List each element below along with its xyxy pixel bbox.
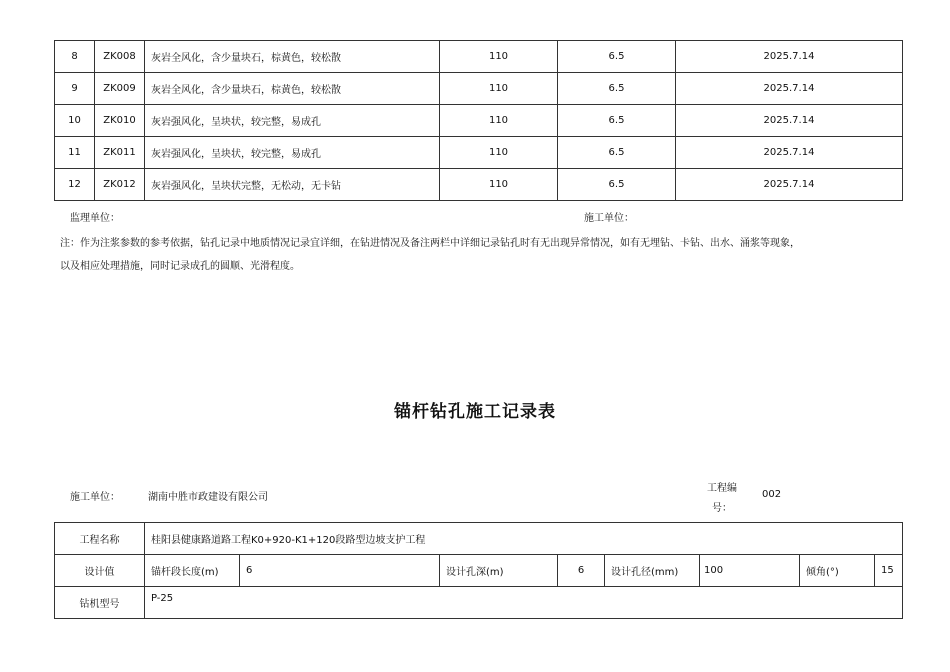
- row-dia: 110: [440, 73, 558, 105]
- note-line-1: 注：作为注浆参数的参考依据，钻孔记录中地质情况记录宜详细，在钻进情况及备注两栏中详细记录钻孔时有无出现异常情况，如有无埋钻、卡钻、出水、涌浆等现象，: [60, 238, 800, 249]
- construction-label-top: 施工单位：: [584, 213, 634, 224]
- hole-dia-label: 设计孔径(mm): [605, 555, 700, 587]
- table-row: [55, 169, 903, 201]
- project-no-label-2: 号：: [712, 503, 732, 514]
- hole-dia: 100: [700, 555, 800, 587]
- hole-depth: 6: [558, 555, 605, 587]
- row-dia: 110: [440, 105, 558, 137]
- row-id: ZK009: [95, 73, 145, 105]
- project-info-table: [54, 522, 903, 619]
- table-row: [55, 105, 903, 137]
- row-no: 12: [55, 169, 95, 201]
- page-title: 锚杆钻孔施工记录表: [394, 402, 556, 422]
- anchor-len: 6: [240, 555, 440, 587]
- row-id: ZK012: [95, 169, 145, 201]
- row-id: ZK011: [95, 137, 145, 169]
- project-name-label: 工程名称: [55, 523, 145, 555]
- drilling-record-body: [55, 41, 903, 201]
- construction-label: 施工单位：: [70, 492, 120, 503]
- row-depth: 6.5: [558, 73, 676, 105]
- row-id: ZK008: [95, 41, 145, 73]
- table-row: [55, 73, 903, 105]
- row-date: 2025.7.14: [676, 105, 903, 137]
- angle-label: 倾角(°): [800, 555, 875, 587]
- row-no: 8: [55, 41, 95, 73]
- rig-label: 钻机型号: [55, 587, 145, 619]
- table-row: [55, 41, 903, 73]
- row-depth: 6.5: [558, 105, 676, 137]
- row-no: 10: [55, 105, 95, 137]
- row-date: 2025.7.14: [676, 73, 903, 105]
- row-date: 2025.7.14: [676, 169, 903, 201]
- row-depth: 6.5: [558, 41, 676, 73]
- row-desc: 灰岩全风化，含少量块石，棕黄色，较松散: [145, 41, 440, 73]
- row-depth: 6.5: [558, 137, 676, 169]
- row-dia: 110: [440, 169, 558, 201]
- project-no: 002: [762, 489, 782, 500]
- row-dia: 110: [440, 137, 558, 169]
- anchor-len-label: 锚杆段长度(m): [145, 555, 240, 587]
- rig-model: P-25: [145, 587, 903, 619]
- project-name-row: [55, 523, 903, 555]
- row-desc: 灰岩强风化，呈块状，较完整，易成孔: [145, 137, 440, 169]
- table-row: [55, 137, 903, 169]
- construction-unit: 湖南中胜市政建设有限公司: [148, 492, 268, 503]
- rig-row: [55, 587, 903, 619]
- row-desc: 灰岩强风化，呈块状，较完整，易成孔: [145, 105, 440, 137]
- row-desc: 灰岩强风化，呈块状完整，无松动，无卡钻: [145, 169, 440, 201]
- row-no: 11: [55, 137, 95, 169]
- row-date: 2025.7.14: [676, 137, 903, 169]
- row-depth: 6.5: [558, 169, 676, 201]
- note: [60, 232, 920, 278]
- row-date: 2025.7.14: [676, 41, 903, 73]
- row-id: ZK010: [95, 105, 145, 137]
- design-row: [55, 555, 903, 587]
- project-no-label-1: 工程编: [707, 483, 737, 494]
- drilling-record-table: [54, 40, 903, 201]
- hole-depth-label: 设计孔深(m): [440, 555, 558, 587]
- project-name: 桂阳县健康路道路工程K0+920-K1+120段路型边坡支护工程: [145, 523, 903, 555]
- supervisor-label: 监理单位：: [70, 213, 120, 224]
- note-line-2: 以及相应处理措施，同时记录成孔的圆顺、光滑程度。: [60, 261, 300, 272]
- design-label: 设计值: [55, 555, 145, 587]
- row-no: 9: [55, 73, 95, 105]
- row-dia: 110: [440, 41, 558, 73]
- row-desc: 灰岩全风化，含少量块石，棕黄色，较松散: [145, 73, 440, 105]
- angle: 15: [875, 555, 903, 587]
